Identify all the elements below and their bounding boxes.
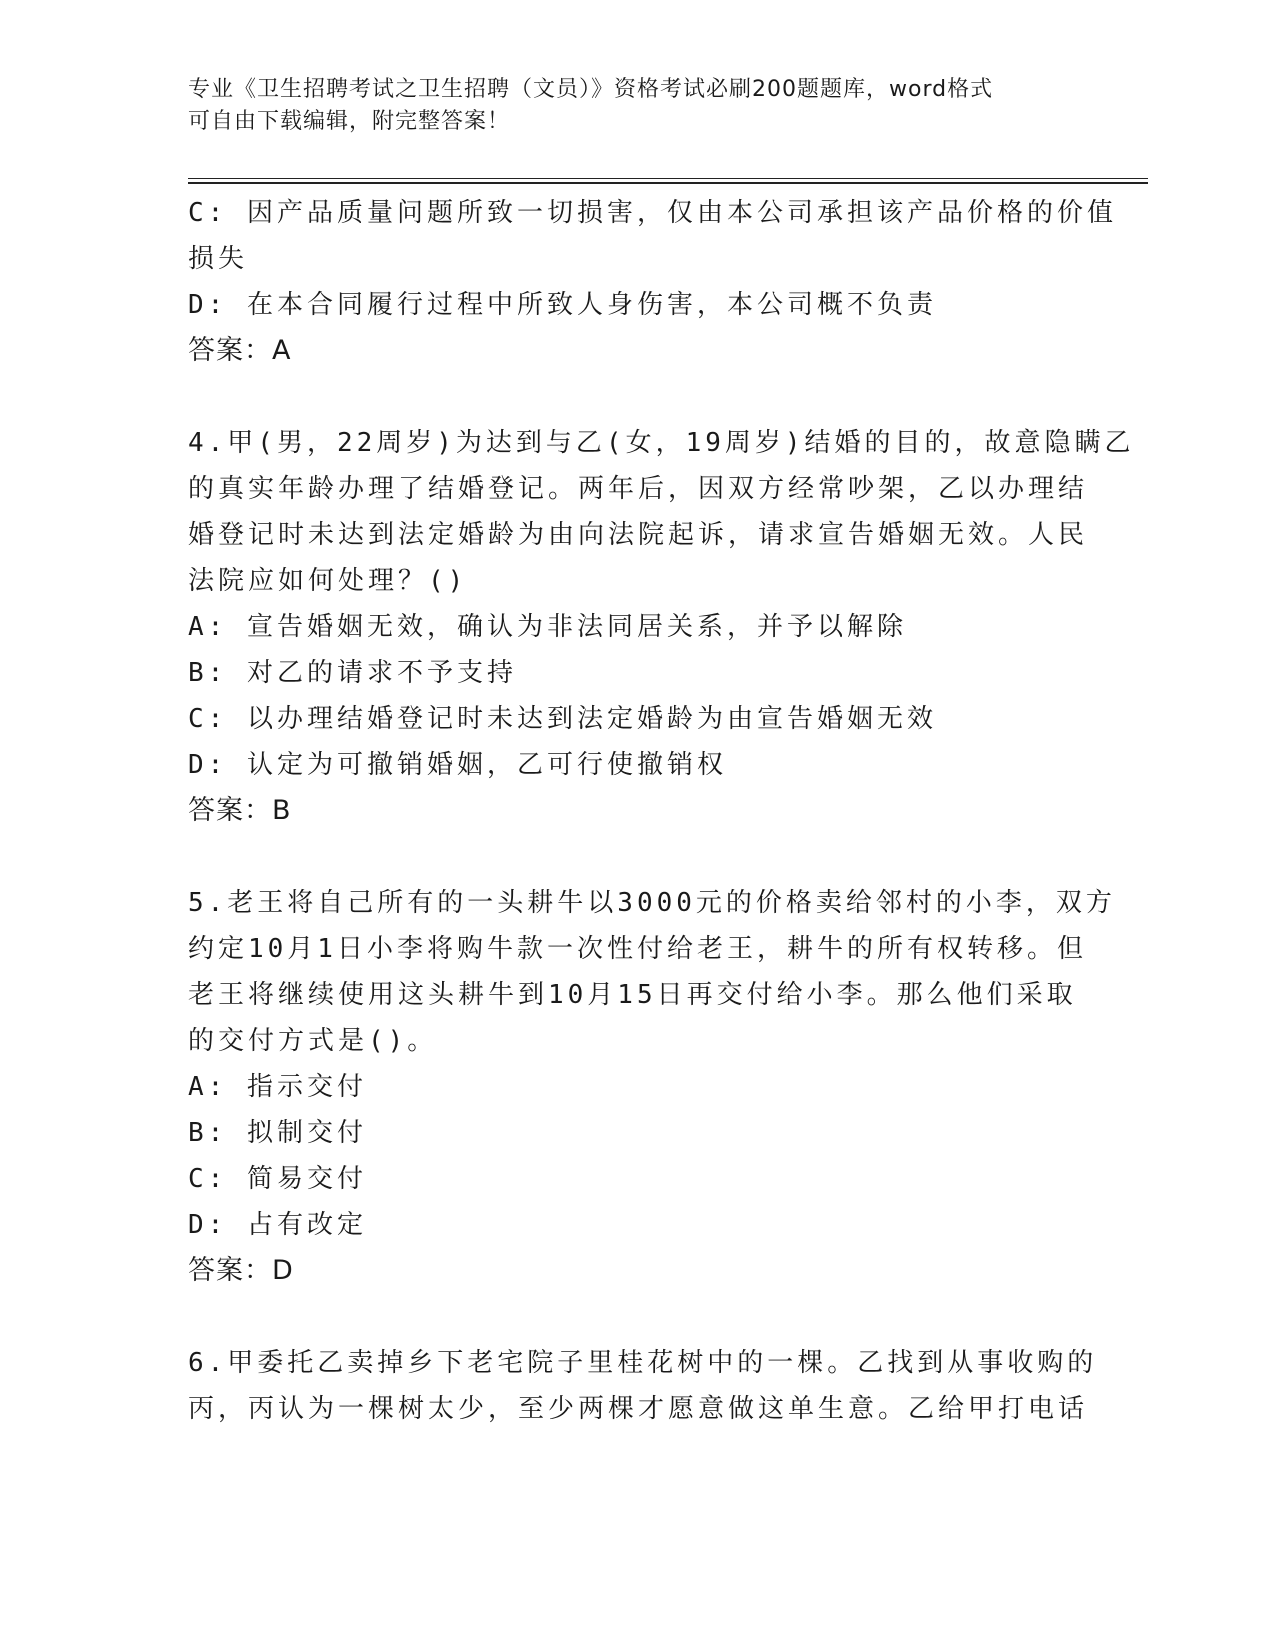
q4-option-b: B: 对乙的请求不予支持 xyxy=(188,658,517,688)
q5-option-d: D: 占有改定 xyxy=(188,1210,367,1240)
document-header xyxy=(188,74,1088,138)
q6-stem-line-1: 6.甲委托乙卖掉乡下老宅院子里桂花树中的一棵。乙找到从事收购的 xyxy=(188,1348,1098,1378)
q4-stem-line-1: 4.甲(男，22周岁)为达到与乙(女，19周岁)结婚的目的，故意隐瞒乙 xyxy=(188,428,1135,458)
q4-option-d: D: 认定为可撤销婚姻，乙可行使撤销权 xyxy=(188,750,727,780)
q3-answer: 答案：A xyxy=(188,335,292,366)
question-body xyxy=(188,190,1135,1432)
q4-option-c: C: 以办理结婚登记时未达到法定婚龄为由宣告婚姻无效 xyxy=(188,704,937,734)
q5-answer: 答案：D xyxy=(188,1255,294,1286)
q5-stem-line-1: 5.老王将自己所有的一头耕牛以3000元的价格卖给邻村的小李，双方 xyxy=(188,888,1116,918)
q3-option-d: D: 在本合同履行过程中所致人身伤害，本公司概不负责 xyxy=(188,290,937,320)
header-line-1: 专业《卫生招聘考试之卫生招聘（文员）》资格考试必刷200题题库，word格式 xyxy=(188,77,994,102)
header-divider-thick xyxy=(188,182,1148,184)
q3-option-c-line-2: 损失 xyxy=(188,244,249,274)
q5-stem-line-2: 约定10月1日小李将购牛款一次性付给老王，耕牛的所有权转移。但 xyxy=(188,934,1087,964)
spacer xyxy=(188,834,1088,880)
q4-stem-line-2: 的真实年龄办理了结婚登记。两年后，因双方经常吵架，乙以办理结 xyxy=(188,474,1089,504)
q5-stem-line-3: 老王将继续使用这头耕牛到10月15日再交付给小李。那么他们采取 xyxy=(188,980,1077,1010)
q3-option-c-line-1: C: 因产品质量问题所致一切损害，仅由本公司承担该产品价格的价值 xyxy=(188,198,1117,228)
q4-stem-line-3: 婚登记时未达到法定婚龄为由向法院起诉，请求宣告婚姻无效。人民 xyxy=(188,520,1089,550)
q5-option-b: B: 拟制交付 xyxy=(188,1118,367,1148)
q4-option-a: A: 宣告婚姻无效，确认为非法同居关系，并予以解除 xyxy=(188,612,907,642)
q4-answer: 答案：B xyxy=(188,795,292,826)
q6-stem-line-2: 丙，丙认为一棵树太少，至少两棵才愿意做这单生意。乙给甲打电话 xyxy=(188,1394,1089,1424)
q5-option-a: A: 指示交付 xyxy=(188,1072,367,1102)
header-line-2: 可自由下载编辑，附完整答案！ xyxy=(188,109,511,134)
q5-stem-line-4: 的交付方式是()。 xyxy=(188,1026,438,1056)
q4-stem-line-4: 法院应如何处理？() xyxy=(188,566,468,596)
header-divider-thin xyxy=(188,178,1148,179)
q5-option-c: C: 简易交付 xyxy=(188,1164,367,1194)
spacer xyxy=(188,1294,1088,1340)
spacer xyxy=(188,374,1088,420)
